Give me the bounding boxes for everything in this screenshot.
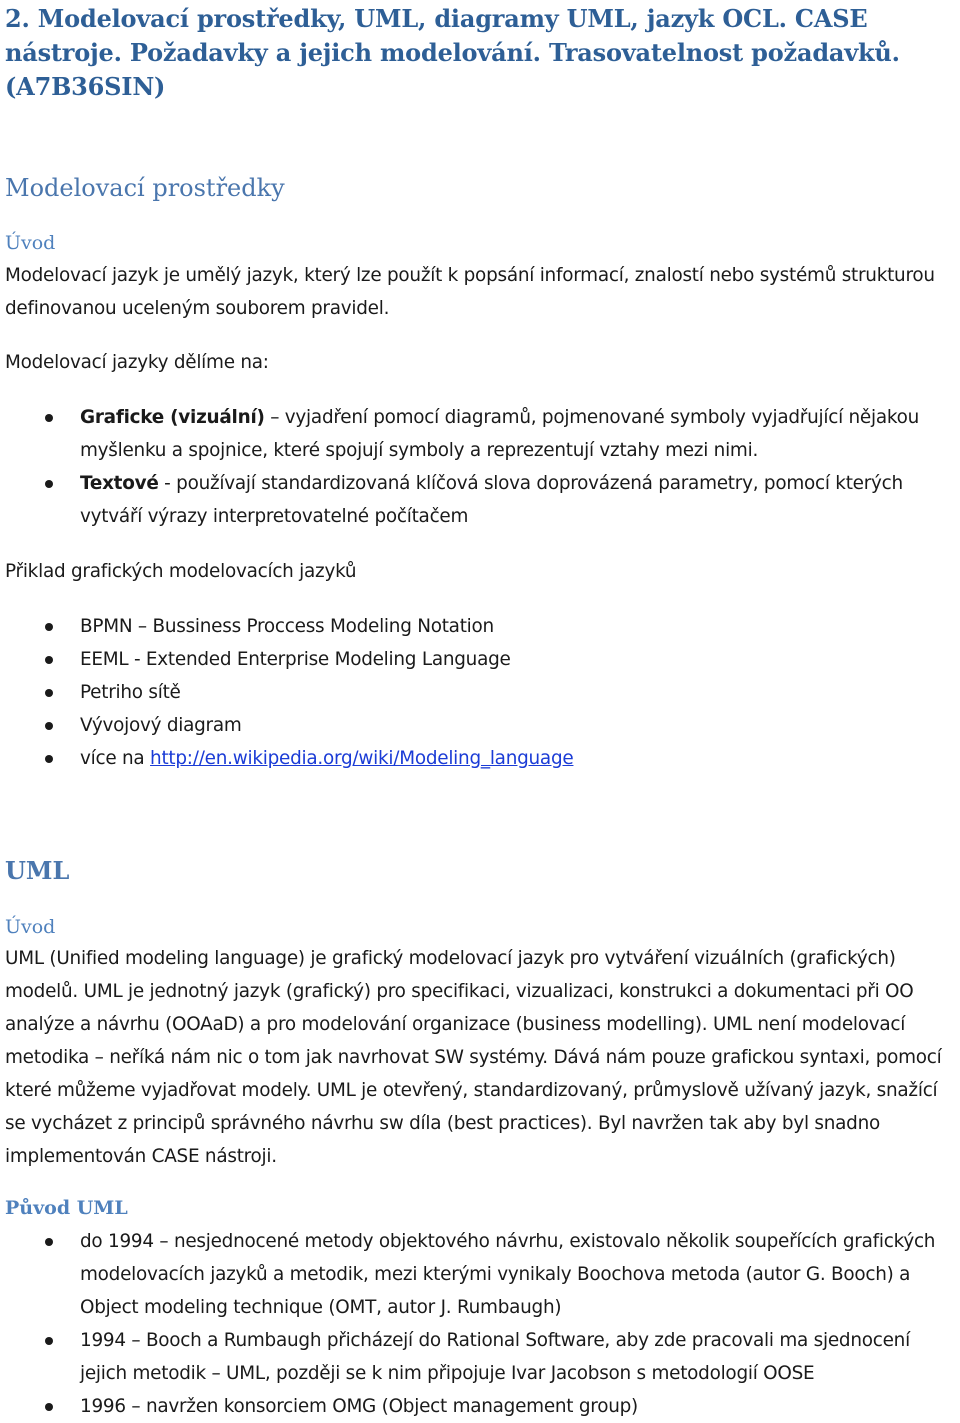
origin-1994-before: do 1994 – nesjednocené metody objektového návrhu, existovalo několik soupeřících grafických modelovacích jazyků a metodik, mezi kterými vynikaly Boochova metoda (autor G. Booch) a Object modeling technique (OMT, autor J. Rumbaugh): [80, 1231, 936, 1318]
example-bpmn: BPMN – Bussiness Proccess Modeling Notation: [80, 616, 494, 637]
bullet-icon: [45, 755, 53, 763]
term-textual: Textové: [80, 473, 159, 494]
bullet-icon: [45, 623, 53, 631]
section-heading-modelovaci-prostredky: Modelovací prostředky: [5, 174, 285, 202]
list-item: [5, 1324, 960, 1390]
examples-label: Přiklad grafických modelovacích jazyků: [5, 561, 357, 582]
origin-1996: 1996 – navržen konsorciem OMG (Object management group): [80, 1396, 638, 1417]
example-flowchart: Vývojový diagram: [80, 715, 242, 736]
list-item: [5, 643, 960, 676]
list-item: [5, 709, 960, 742]
language-types-list: [5, 401, 960, 533]
term-textual-description: - používají standardizovaná klíčová slova doprovázená parametry, pomocí kterých vytváří výrazy interpretovatelné počítačem: [80, 473, 903, 527]
term-graphic: Graficke (vizuální): [80, 407, 265, 428]
uml-paragraph: UML (Unified modeling language) je grafický modelovací jazyk pro vytváření vizuálních (grafických) modelů. UML je jednotný jazyk (grafický) pro specifikaci, vizualizaci, konstrukci a dokumentaci při OO analýze a návrhu (OOAaD) a pro modelování organizace (business modelling). UML není modelovací metodika – neříká nám nic o tom jak navrhovat SW systémy. Dává nám pouze grafickou syntaxi, pomocí které můžeme vyjadřovat modely. UML je otevřený, standardizovaný, průmyslově užívaný jazyk, snažící se vycházet z principů správného návrhu sw díla (best practices). Byl navržen tak aby byl snadno implementován CASE nástroji.: [5, 948, 942, 1167]
list-item: [5, 467, 960, 533]
example-eeml: EEML - Extended Enterprise Modeling Language: [80, 649, 511, 670]
intro-paragraph: Modelovací jazyk je umělý jazyk, který lze použít k popsání informací, znalostí nebo systémů strukturou definovanou uceleným souborem pravidel.: [5, 265, 935, 319]
bullet-icon: [45, 689, 53, 697]
bullet-icon: [45, 480, 53, 488]
uml-origin-list: [5, 1225, 960, 1423]
bullet-icon: [45, 1337, 53, 1345]
bullet-icon: [45, 1403, 53, 1411]
example-petri: Petriho sítě: [80, 682, 181, 703]
list-item: [5, 610, 960, 643]
list-item: [5, 742, 960, 775]
term-graphic-description: – vyjadření pomocí diagramů, pojmenované symboly vyjadřující nějakou myšlenku a spojnice, které spojují symboly a reprezentují vztahy mezi nimi.: [80, 407, 920, 461]
document-title: 2. Modelovací prostředky, UML, diagramy UML, jazyk OCL. CASE nástroje. Požadavky a jejich modelování. Trasovatelnost požadavků. (A7B36SIN): [5, 4, 900, 101]
subheading-uvod-2: Úvod: [5, 916, 56, 938]
list-item: [5, 401, 960, 467]
subheading-uvod-1: Úvod: [5, 232, 56, 254]
bullet-icon: [45, 414, 53, 422]
section-heading-uml: UML: [5, 856, 70, 885]
examples-list: [5, 610, 960, 775]
wikipedia-link[interactable]: http://en.wikipedia.org/wiki/Modeling_language: [150, 748, 574, 769]
bullet-icon: [45, 722, 53, 730]
divide-label: Modelovací jazyky dělíme na:: [5, 352, 269, 373]
more-prefix: více na: [80, 748, 151, 769]
subheading-puvod-uml: Původ UML: [5, 1197, 128, 1219]
list-item: [5, 1390, 960, 1423]
list-item: [5, 1225, 960, 1324]
list-item: [5, 676, 960, 709]
origin-1994: 1994 – Booch a Rumbaugh přicházejí do Rational Software, aby zde pracovali ma sjednocení jejich metodik – UML, později se k nim připojuje Ivar Jacobson s metodologií OOSE: [80, 1330, 910, 1384]
bullet-icon: [45, 1238, 53, 1246]
bullet-icon: [45, 656, 53, 664]
